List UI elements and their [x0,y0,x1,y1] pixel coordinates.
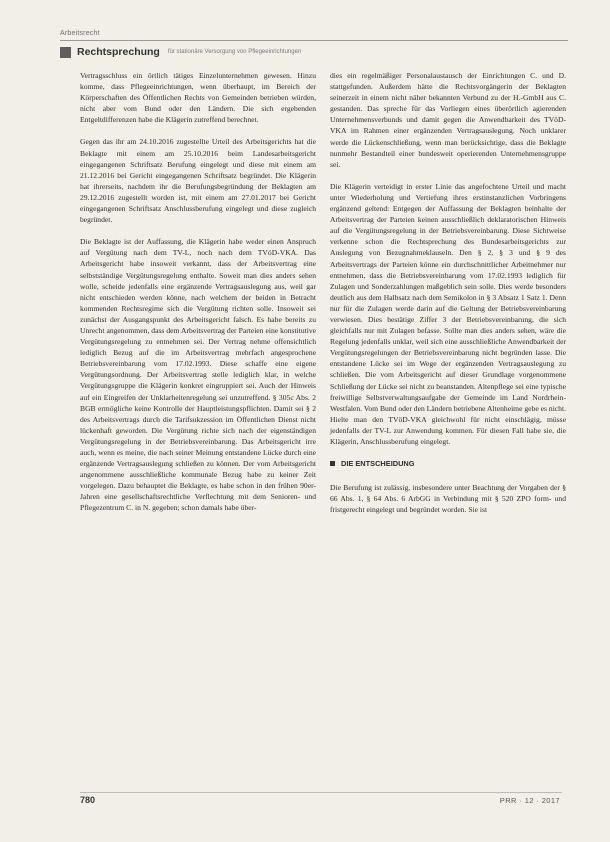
right-column [330,70,566,526]
paragraph: Die Klägerin verteidigt in erster Linie das angefochtene Urteil und macht unter Wiederholung und Vertiefung ihres erstinstanzlichen Vorbringens ergänzend geltend: Entgegen der Auffassung der Beklagten beinhalte der Arbeitsvertrag der Parteien keinen ausschließlich deklaratorischen Hinweis auf die Vergütungsregelung in der Betriebsvereinbarung. Diese Sichtweise verkenne schon die Rechtsprechung des Bundesarbeitsgerichts zur Auslegung von Bezugnahmeklauseln. Den § 2, § 3 und § 9 des Arbeitsvertrags der Parteien könne ein durchschnittlicher Arbeitnehmer nur entnehmen, dass die Betriebsvereinbarung vom 17.02.1993 lediglich für Zulagen und Sonderzahlungen maßgeblich sein solle. Dies werde besonders deutlich aus dem Halbsatz nach dem Semikolon in § 3 Absatz 1 Satz 1. Denn nur für die Zulagen werde darin auf die Geltung der Betriebsvereinbarung verwiesen. Dies bestätige Ziffer 3 der Betriebsvereinbarung, die sich gleichfalls nur mit Zulagen befasse. Sollte man dies anders sehen, wäre die Regelung jedenfalls unklar, weil sich eine ausschließliche Anwendbarkeit der Vergütungsregelungen der Betriebsvereinbarung nicht begründen lasse. Die entstandene Lücke sei im Wege der ergänzenden Vertragsauslegung zu schließen. Die vom Arbeitsgericht auf dieser Grundlage vorgenommene Schließung der Lücke sei nicht zu beanstanden. Altenpflege sei eine typische freiwillige Selbstverwaltungsaufgabe der Gemeinde im Land Nordrhein-Westfalen. Vom Bund oder den Ländern betriebene Altenheime gebe es nicht. Hielte man den TVöD-VKA gleichwohl für nicht einschlägig, müsse jedenfalls der TV-L zur Anwendung kommen. Für diesen Fall habe sie, die Klägerin, Anschlussberufung eingelegt. [330,181,566,446]
page-number: 780 [80,795,96,805]
paragraph: Die Berufung ist zulässig, insbesondere unter Beachtung der Vorgaben der § 66 Abs. 1, § 64 Abs. 6 ArbGG in Verbindung mit § 520 ZPO form- und fristgerecht eingelegt und begründet worden. Sie ist [330,483,566,515]
header-title: Rechtsprechung [77,46,160,58]
header-subtitle: für stationäre Versorgung von Pflegeeinrichtungen [167,49,302,55]
paragraph: Vertragsschluss ein örtlich tätiges Einzelunternehmen gewesen. Hinzu komme, dass Pflegeeinrichtungen, wenn überhaupt, im Bereich der Körperschaften des Öffentlichen Rechts von Gemeinden betrieben würden, nicht aber vom Bund oder den Ländern. Die sich ergebenden Entgeltdifferenzen habe die Klägerin zutreffend berechnet. [80,71,316,125]
paragraph: Gegen das ihr am 24.10.2016 zugestellte Urteil des Arbeitsgerichts hat die Beklagte mit einem am 25.10.2016 beim Landesarbeitsgericht eingegangenen Schriftsatz Berufung eingelegt und diese mit einem am 21.12.2016 bei Gericht eingegangenen Schriftsatz begründet. Die Klägerin hat ihrerseits, nachdem ihr die Berufungsbegründung der Beklagten am 29.12.2016 zugestellt worden ist, mit einem am 27.01.2017 bei Gericht eingegangenen Schriftsatz Anschlussberufung eingelegt und diese zugleich begründet. [80,137,316,225]
footer-divider [80,792,562,793]
header-divider [60,40,568,41]
left-column [80,70,316,525]
section-heading [330,458,566,469]
paragraph: Die Beklagte ist der Auffassung, die Klägerin habe weder einen Anspruch auf Vergütung nach dem TV-L, noch nach dem TVöD-VKA. Das Arbeitsgericht habe insoweit verkannt, dass der Arbeitsvertrag eine selbstständige Vergütungsregelung enthalte. Soweit man dies anders sehen wolle, scheide jedenfalls eine ergänzende Vertragsauslegung aus, weil gar nicht entschieden werden könne, nach welchem der beiden in Betracht kommenden Rechtsregime sich die Vergütung richten solle. Insoweit sei zunächst der Ausgangspunkt des Arbeitsgericht falsch. Es habe bereits zu Unrecht angenommen, dass dem Arbeitsvertrag der Parteien eine konstitutive Vergütungsregelung zu entnehmen sei. Der Vertrag nehme offensichtlich lediglich Bezug auf die im Arbeitsvertrag mehrfach angesprochene Betriebsvereinbarung vom 17.02.1993. Diese schaffe eine eigene Vergütungsordnung. Der Arbeitsvertrag stelle lediglich klar, in welche Vergütungsgruppe die Klägerin konkret eingruppiert sei. Auch der Hinweis auf ein Eingreifen der Unklarheitenregelung sei unzutreffend. § 305c Abs. 2 BGB ermögliche keine Kontrolle der Hauptleistungspflichten. Damit sei § 2 des Arbeitsvertrags durch die Tarifsukzession im Öffentlichen Dienst nicht lückenhaft geworden. Die Vergütung richte sich nach der eigenständigen Vergütungsregelung in der Betriebsvereinbarung. Das Arbeitsgericht irre auch, wenn es meine, die nach seiner Meinung entstandene Lücke durch eine ergänzende Vertragsauslegung schließen zu können. Der vom Arbeitsgericht angenommene ausschließliche kommunale Bezug habe zu keiner Zeit vorgelegen. Dazu behauptet die Beklagte, es habe schon in den frühen 90er-Jahren eine gesellschaftsrechtliche Verflechtung mit dem Senioren- und Pflegezentrum C. in N. gegeben; schon damals habe über- [80,237,316,513]
heading-square-icon [330,461,335,466]
header-square-icon [60,47,71,58]
section-label: Arbeitsrecht [60,30,100,37]
section-heading-text: DIE ENTSCHEIDUNG [341,459,415,469]
paragraph: dies ein regelmäßiger Personalaustausch der Einrichtungen C. und D. stattgefunden. Außerdem hätte die Rechtsvorgängerin der Beklagten seinerzeit in einem nicht näher bekannten Verbund zu der H.-GmbH aus C. gestanden. Das spreche für das Vorliegen eines überörtlich agierenden Unternehmensverbunds und damit gegen die Anwendbarkeit des TVöD-VKA im Rahmen einer ergänzenden Vertragsauslegung. Noch unklarer werde die Lückenschließung, wenn man berücksichtige, dass die Beklagte nunmehr Bestandteil einer bundesweit operierenden Unternehmensgruppe sei. [330,71,566,169]
running-header [60,44,301,60]
issue-label: PRR · 12 · 2017 [499,796,560,805]
